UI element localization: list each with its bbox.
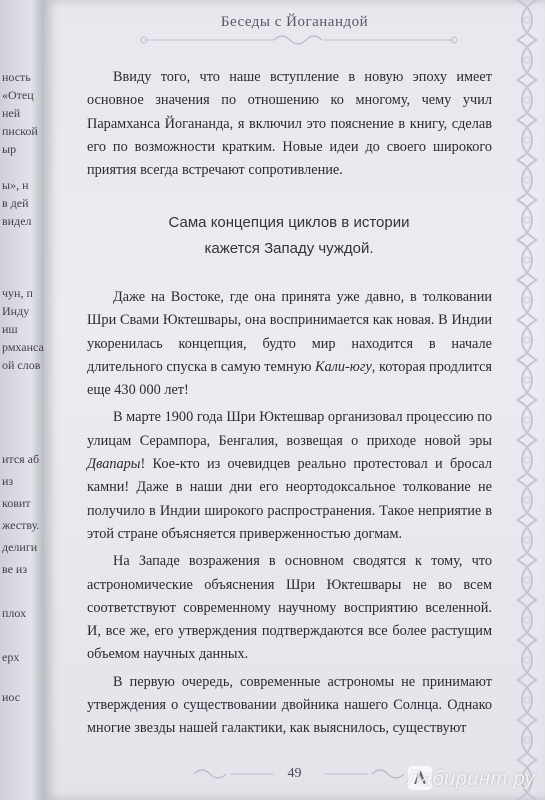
prev-page-fragment: «Отец [2,88,34,102]
quote-line-2: кажется Западу чуждой. [204,240,374,257]
paragraph-2: Даже на Востоке, где она принята уже давно, в толковании Шри Свами Юктешвары, она воспринимается как новая. В Индии укоренилась концепция, будто мир находится в начале длительного спуска в самую темную Кали-югу, которая продлится еще 430 000 лет! [87,289,492,399]
paragraph-intro [87,66,492,182]
prev-page-fragment: ыр [2,142,17,156]
prev-page-fragment: рмханса [2,340,44,354]
paragraph-4: На Западе возражения в основном сводятся к тому, что астрономические объяснения Шри Юктешвары не во всем соответствуют современному научному восприятию вселенной. И, все же, его утверждения подтверждаются все более растущим объемом научных данных. [87,553,492,663]
prev-page-fragment: ней [2,106,21,120]
prev-page-fragment: жеству. [2,518,40,532]
decorative-border [509,0,545,800]
prev-page-fragment: иш [2,322,18,336]
prev-page-fragment: плох [2,606,27,620]
header-ornament [104,30,494,50]
prev-page-fragment: ится аб [2,452,40,466]
running-header: Беседы с Йоганандой [220,14,369,30]
prev-page-fragment: Инду [2,304,30,318]
pull-quote [84,210,494,262]
paragraph-1: Ввиду того, что наше вступление в новую эпоху имеет основное значения по отношению ко многому, чему учил Парамханса Йогананда, я включил это пояснение в книгу, сделав его по возможности кратким. Новые идеи до своего широкого приятия всегда встречают сопротивление. [87,69,492,179]
prev-page-fragment: чун, п [2,286,33,300]
prev-page-fragment: из [2,474,14,488]
book-page [44,0,545,800]
paragraph-5: В первую очередь, современные астрономы не принимают утверждения о существовании двойника нашего Солнца. Однако многие звезды нашей галактики, как выяснилось, существуют [87,673,492,737]
watermark-text: Лабиринт.ру [406,768,535,790]
prev-page-fragment: видел [2,214,32,228]
prev-page-fragment: ковит [2,496,31,510]
prev-page-fragment: в дей [2,196,29,210]
previous-page-edge [0,0,44,800]
prev-page-fragment: ность [2,70,31,84]
body-text [87,286,492,741]
paragraph-3: В марте 1900 года Шри Юктешвар организовал процессию по улицам Серампора, Бенгалия, возвещая о приходе новой эры Двапары! Кое-кто из очевидцев реально протестовал и бросал камни! Даже в наши дни его неортодоксальное толкование не получило в Индии широкого распространения. Такое неприятие в этой стране объясняется приверженностью догмам. [87,409,492,542]
prev-page-fragment: делиги [2,540,38,554]
prev-page-fragment: ве из [2,562,28,576]
prev-page-fragment: иос [2,690,21,704]
page-number: 49 [287,766,302,781]
prev-page-fragment: ой слов [2,358,41,372]
quote-line-1: Сама концепция циклов в истории [168,214,410,231]
prev-page-fragment: ерх [2,650,20,664]
prev-page-fragment: пнской [2,124,38,138]
prev-page-fragment: ы», н [2,178,29,192]
